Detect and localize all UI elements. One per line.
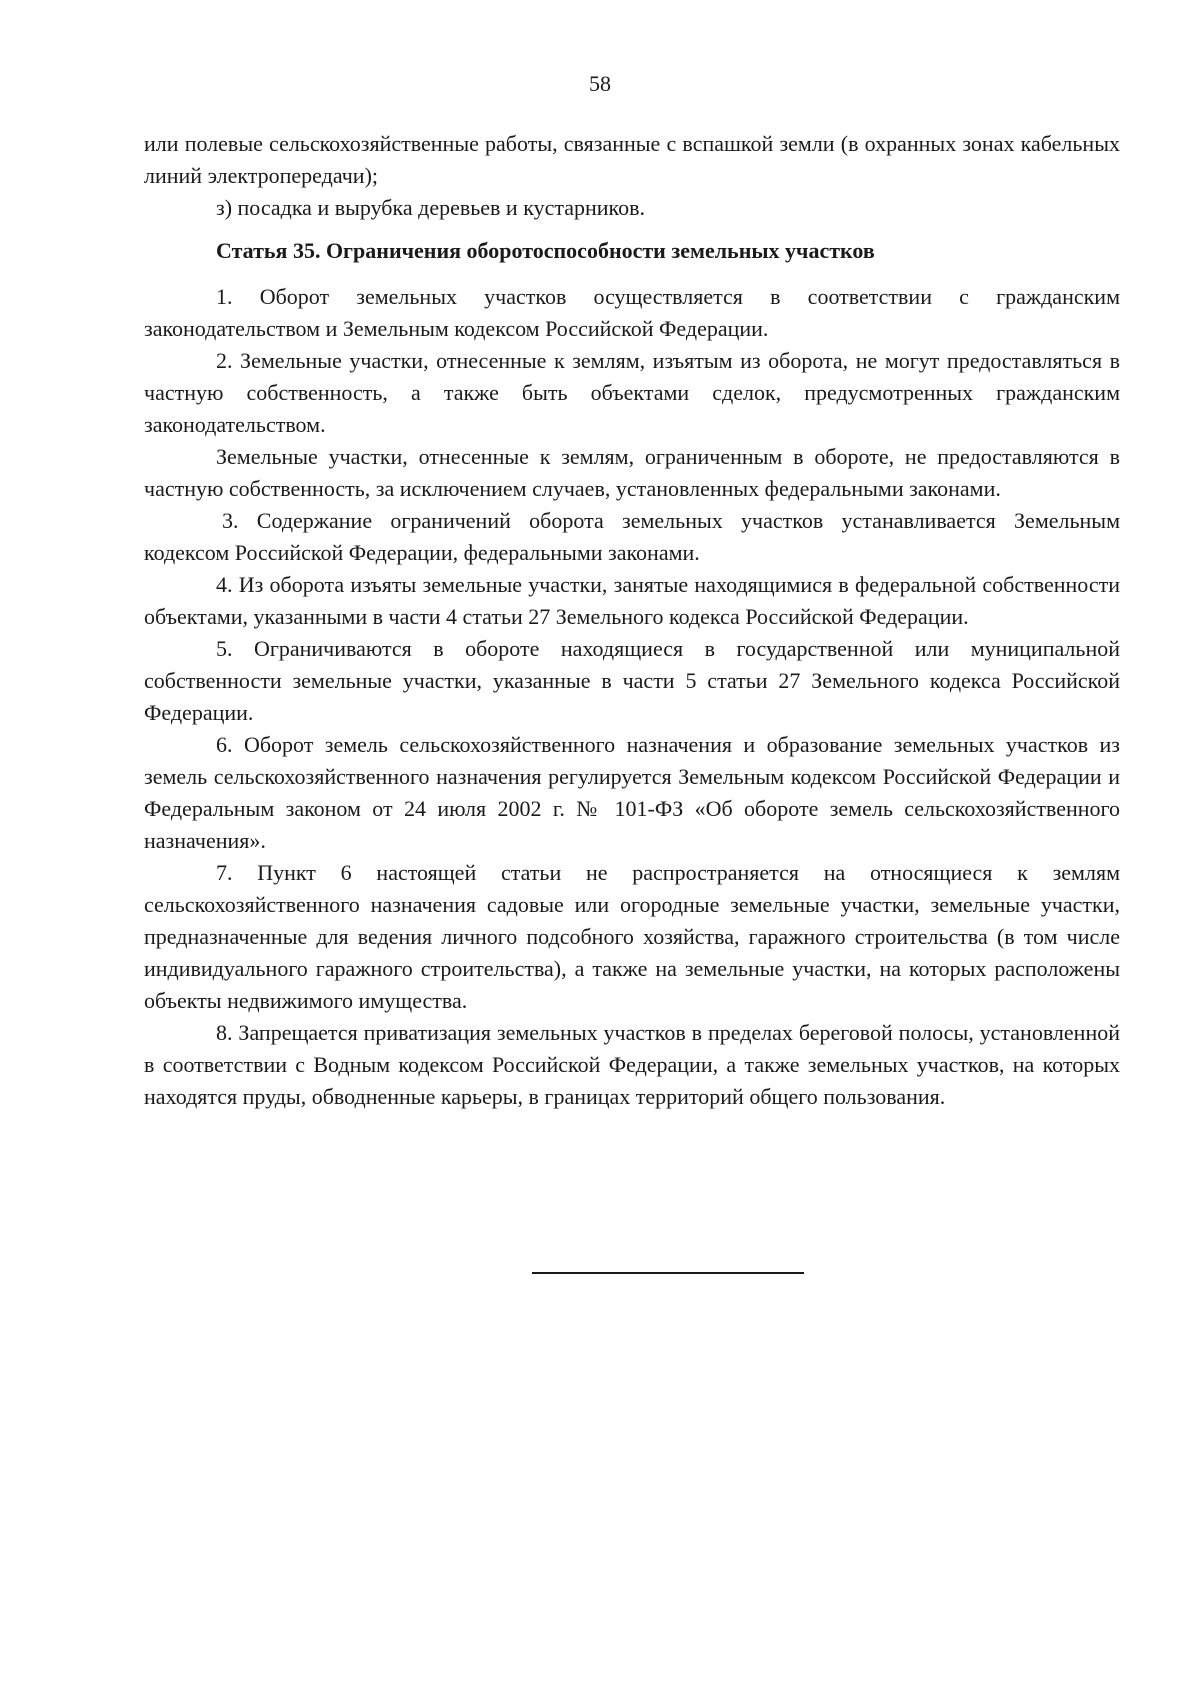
paragraph-clause-1: 1. Оборот земельных участков осуществляется в соответствии с гражданским законодательством и Земельным кодексом Российской Федерации. <box>144 284 1120 341</box>
paragraph-clause-2-continued: Земельные участки, отнесенные к землям, ограниченным в обороте, не предоставляются в частную собственность, за исключением случаев, установленных федеральными законами. <box>144 444 1120 501</box>
paragraph-clause-3: 3. Содержание ограничений оборота земельных участков устанавливается Земельным кодексом Российской Федерации, федеральными законами. <box>144 508 1120 565</box>
paragraph-clause-5: 5. Ограничиваются в обороте находящиеся в государственной или муниципальной собственности земельные участки, указанные в части 5 статьи 27 Земельного кодекса Российской Федерации. <box>144 636 1120 725</box>
paragraph-clause-4: 4. Из оборота изъяты земельные участки, занятые находящимися в федеральной собственности объектами, указанными в части 4 статьи 27 Земельного кодекса Российской Федерации. <box>144 572 1120 629</box>
paragraph-clause-8: 8. Запрещается приватизация земельных участков в пределах береговой полосы, установленной в соответствии с Водным кодексом Российской Федерации, а также земельных участков, на которых находятся пруды, обводненные карьеры, в границах территорий общего пользования. <box>144 1020 1120 1109</box>
paragraph-clause-6: 6. Оборот земель сельскохозяйственного назначения и образование земельных участков из земель сельскохозяйственного назначения регулируется Земельным кодексом Российской Федерации и Федеральным законом от 24 июля 2002 г. № 101-ФЗ «Об обороте земель сельскохозяйственного назначения». <box>144 732 1120 853</box>
paragraph-continuation: или полевые сельскохозяйственные работы, связанные с вспашкой земли (в охранных зонах кабельных линий электропередачи); <box>144 131 1120 188</box>
paragraph-clause-7: 7. Пункт 6 настоящей статьи не распространяется на относящиеся к землям сельскохозяйственного назначения садовые или огородные земельные участки, земельные участки, предназначенные для ведения личного подсобного хозяйства, гаражного строительства (в том числе индивидуального гаражного строительства), а также на земельные участки, на которых расположены объекты недвижимого имущества. <box>144 860 1120 1013</box>
paragraph-clause-2: 2. Земельные участки, отнесенные к землям, изъятым из оборота, не могут предоставляться в частную собственность, а также быть объектами сделок, предусмотренных гражданским законодательством. <box>144 348 1120 437</box>
article-heading: Статья 35. Ограничения оборотоспособности земельных участков <box>216 238 875 263</box>
end-of-document-rule <box>532 1272 804 1274</box>
page-number: 58 <box>589 71 611 96</box>
paragraph-item-z: з) посадка и вырубка деревьев и кустарников. <box>216 195 645 220</box>
document-body <box>144 128 1120 1113</box>
